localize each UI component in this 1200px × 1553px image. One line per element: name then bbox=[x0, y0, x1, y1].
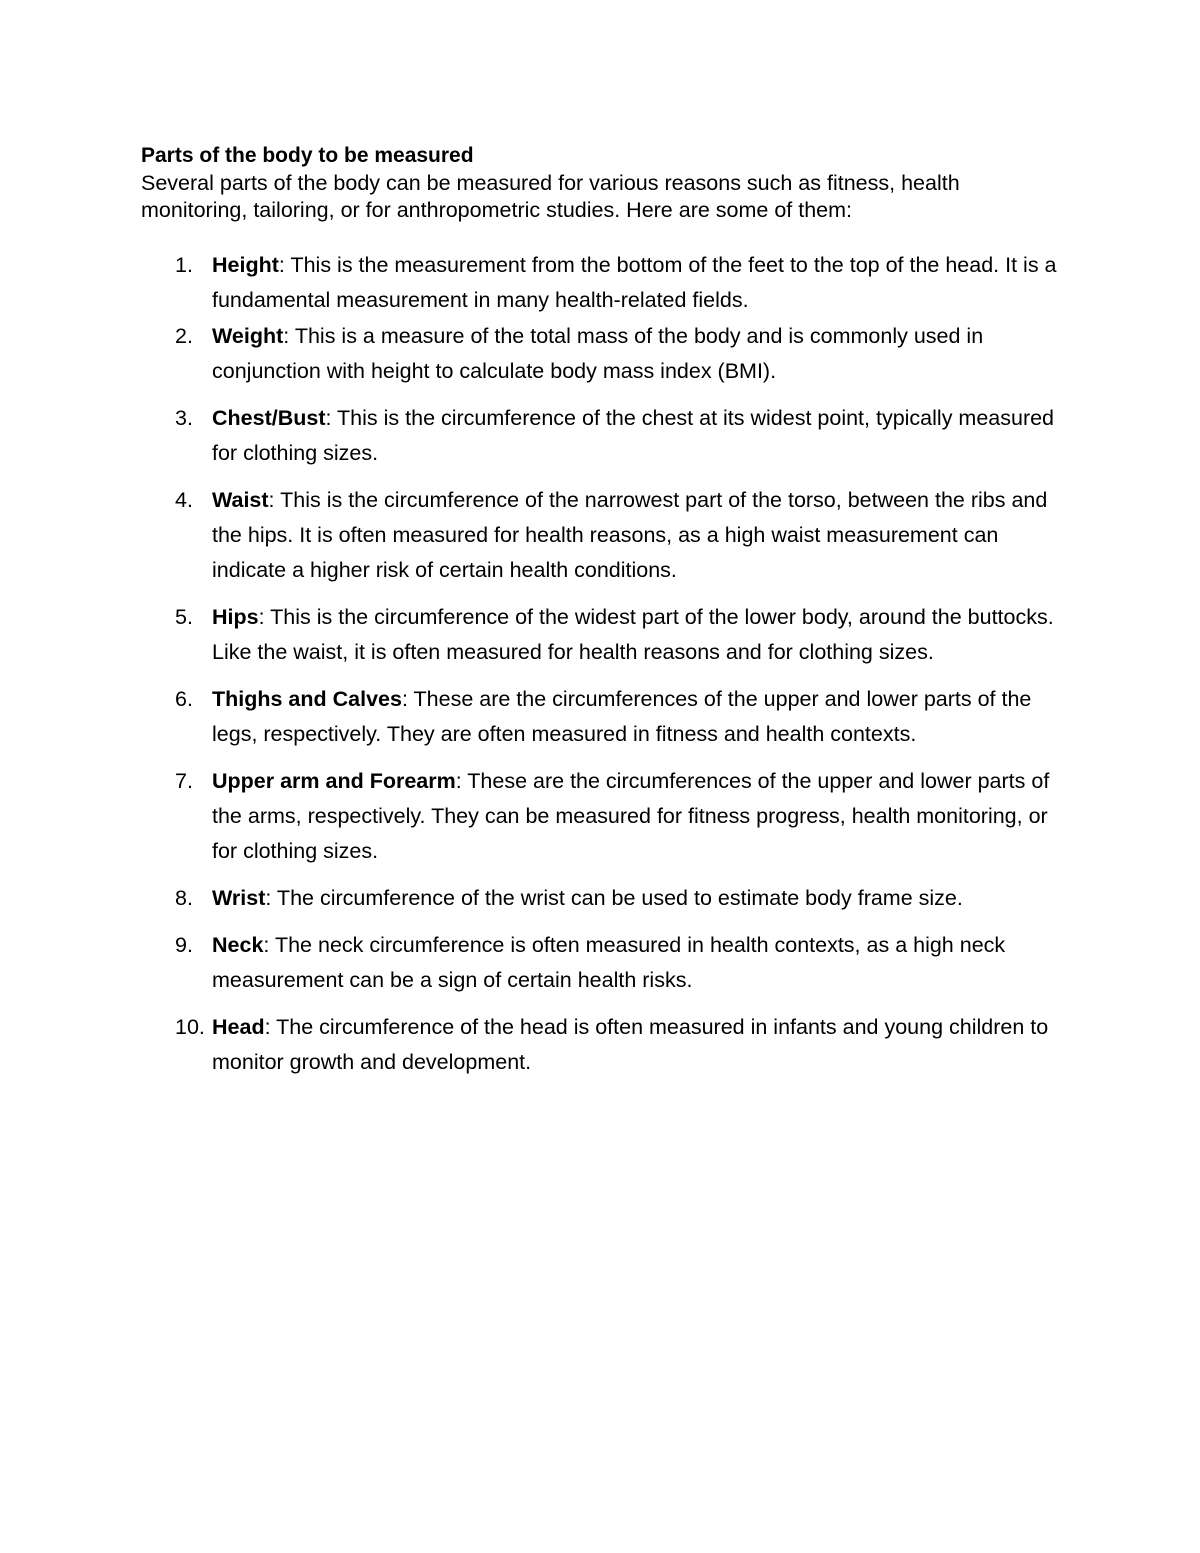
list-item-term: Hips bbox=[212, 605, 259, 629]
list-item-number: 8. bbox=[175, 886, 193, 910]
list-item-term: Thighs and Calves bbox=[212, 687, 402, 711]
list-item-number: 2. bbox=[175, 324, 193, 348]
list-item bbox=[141, 928, 1071, 998]
list-item-number: 3. bbox=[175, 406, 193, 430]
document-title: Parts of the body to be measured bbox=[141, 144, 474, 167]
list-item bbox=[141, 764, 1071, 869]
list-item bbox=[141, 248, 1071, 318]
list-item bbox=[141, 319, 1071, 389]
list-item-number: 6. bbox=[175, 687, 193, 711]
list-item-number: 10. bbox=[175, 1015, 205, 1039]
list-item-term: Height bbox=[212, 253, 279, 277]
list-item-term: Head bbox=[212, 1015, 265, 1039]
intro-paragraph: Several parts of the body can be measured for various reasons such as fitness, health monitoring, tailoring, or for anthropometric studies. Here are some of them: bbox=[141, 171, 960, 222]
list-item bbox=[141, 1010, 1071, 1080]
list-item bbox=[141, 881, 1071, 916]
list-item-term: Neck bbox=[212, 933, 264, 957]
list-item-number: 4. bbox=[175, 488, 193, 512]
list-item-text: : This is the circumference of the narrowest part of the torso, between the ribs and the hips. It is often measured for health reasons, as a high waist measurement can indicate a higher risk of certain health conditions. bbox=[212, 488, 1048, 582]
list-item-text: : The circumference of the head is often measured in infants and young children to monitor growth and development. bbox=[212, 1015, 1049, 1074]
list-item-number: 7. bbox=[175, 769, 193, 793]
list-item-number: 9. bbox=[175, 933, 193, 957]
list-item bbox=[141, 483, 1071, 588]
list-item-text: : The circumference of the wrist can be used to estimate body frame size. bbox=[265, 886, 963, 910]
list-item bbox=[141, 401, 1071, 471]
list-item-term: Upper arm and Forearm bbox=[212, 769, 456, 793]
list-item-number: 1. bbox=[175, 253, 193, 277]
list-item-text: : This is the measurement from the bottom of the feet to the top of the head. It is a fundamental measurement in many health-related fields. bbox=[212, 253, 1057, 312]
list-item-term: Weight bbox=[212, 324, 284, 348]
list-item-term: Chest/Bust bbox=[212, 406, 326, 430]
list-item-number: 5. bbox=[175, 605, 193, 629]
document-page bbox=[141, 141, 1071, 1092]
list-item-text: : These are the circumferences of the upper and lower parts of the arms, respectively. They can be measured for fitness progress, health monitoring, or for clothing sizes. bbox=[212, 769, 1050, 863]
list-item-text: : This is a measure of the total mass of the body and is commonly used in conjunction with height to calculate body mass index (BMI). bbox=[212, 324, 984, 383]
list-item-text: : This is the circumference of the widest part of the lower body, around the buttocks. Like the waist, it is often measured for health reasons and for clothing sizes. bbox=[212, 605, 1054, 664]
list-item bbox=[141, 600, 1071, 670]
list-item-text: : The neck circumference is often measured in health contexts, as a high neck measurement can be a sign of certain health risks. bbox=[212, 933, 1006, 992]
list-item-term: Wrist bbox=[212, 886, 266, 910]
list-item-text: : These are the circumferences of the upper and lower parts of the legs, respectively. They are often measured in fitness and health contexts. bbox=[212, 687, 1032, 746]
list-item-text: : This is the circumference of the chest at its widest point, typically measured for clothing sizes. bbox=[212, 406, 1055, 465]
list-item-term: Waist bbox=[212, 488, 269, 512]
measurement-list bbox=[141, 248, 1071, 1080]
list-item bbox=[141, 682, 1071, 752]
